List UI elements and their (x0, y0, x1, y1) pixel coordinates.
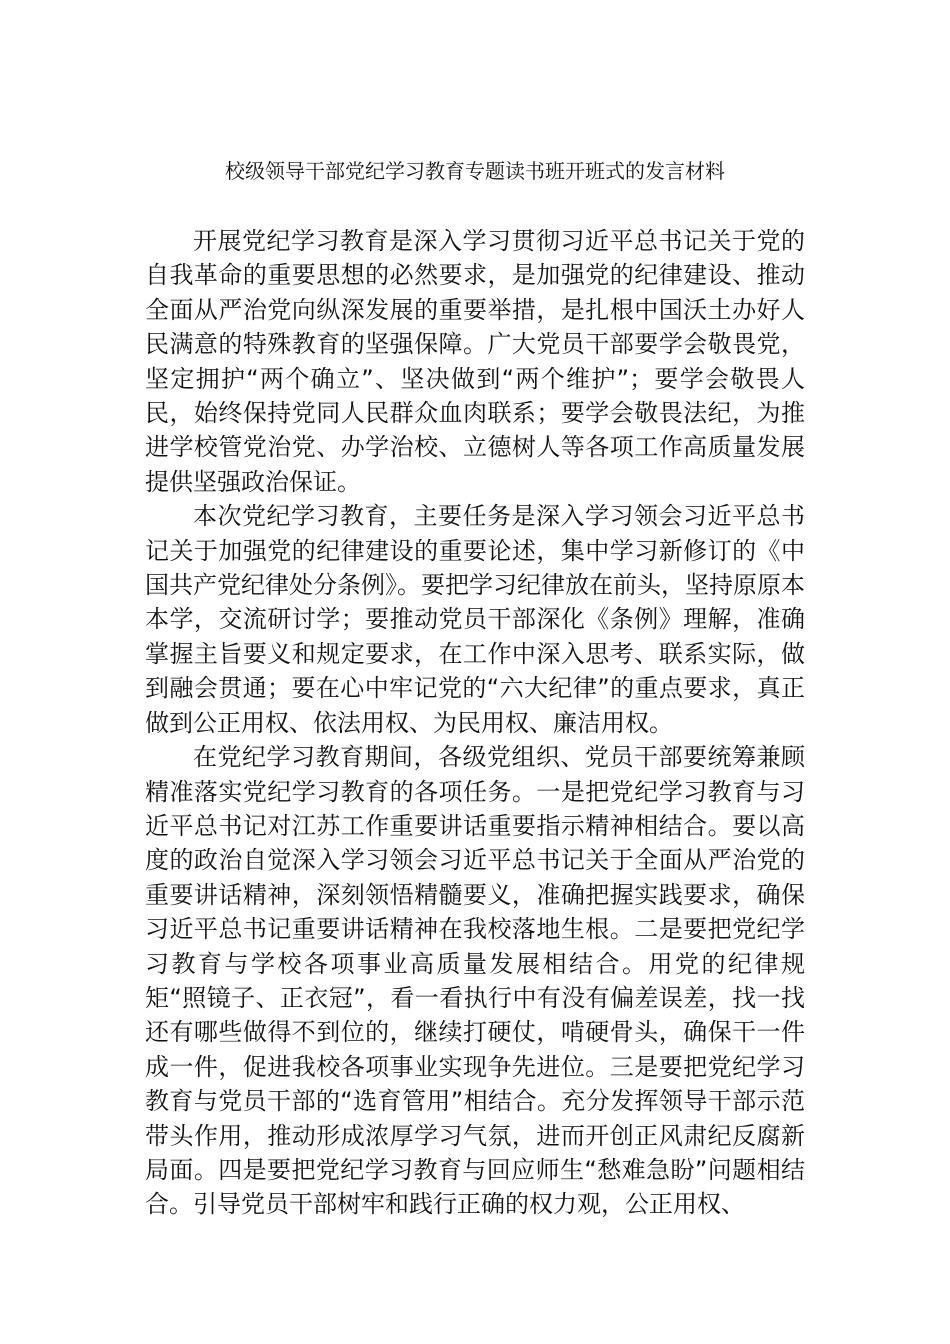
paragraph-1: 开展党纪学习教育是深入学习贯彻习近平总书记关于党的自我革命的重要思想的必然要求，是加强党的纪律建设、推动全面从严治党向纵深发展的重要举措，是扎根中国沃土办好人民满意的特殊教育的坚强保障。广大党员干部要学会敬畏党，坚定拥护“两个确立”、坚决做到“两个维护”；要学会敬畏人民，始终保持党同人民群众血肉联系；要学会敬畏法纪，为推进学校管党治党、办学治校、立德树人等各项工作高质量发展提供坚强政治保证。 (145, 227, 805, 496)
document-body (145, 224, 805, 1222)
document-title: 校级领导干部党纪学习教育专题读书班开班式的发言材料 (225, 159, 725, 183)
paragraph-2: 本次党纪学习教育，主要任务是深入学习领会习近平总书记关于加强党的纪律建设的重要论述，集中学习新修订的《中国共产党纪律处分条例》。要把学习纪律放在前头，坚持原原本本学，交流研讨学；要推动党员干部深化《条例》理解，准确掌握主旨要义和规定要求，在工作中深入思考、联系实际，做到融会贯通；要在心中牢记党的“六大纪律”的重点要求，真正做到公正用权、依法用权、为民用权、廉洁用权。 (145, 502, 805, 737)
paragraph-3: 在党纪学习教育期间，各级党组织、党员干部要统筹兼顾精准落实党纪学习教育的各项任务。一是把党纪学习教育与习近平总书记对江苏工作重要讲话重要指示精神相结合。要以高度的政治自觉深入学习领会习近平总书记关于全面从严治党的重要讲话精神，深刻领悟精髓要义，准确把握实践要求，确保习近平总书记重要讲话精神在我校落地生根。二是要把党纪学习教育与学校各项事业高质量发展相结合。用党的纪律规矩“照镜子、正衣冠”，看一看执行中有没有偏差误差，找一找还有哪些做得不到位的，继续打硬仗，啃硬骨头，确保干一件成一件，促进我校各项事业实现争先进位。三是要把党纪学习教育与党员干部的“选育管用”相结合。充分发挥领导干部示范带头作用，推动形成浓厚学习气氛，进而开创正风肃纪反腐新局面。四是要把党纪学习教育与回应师生“愁难急盼”问题相结合。引导党员干部树牢和践行正确的权力观，公正用权、 (145, 743, 805, 1219)
